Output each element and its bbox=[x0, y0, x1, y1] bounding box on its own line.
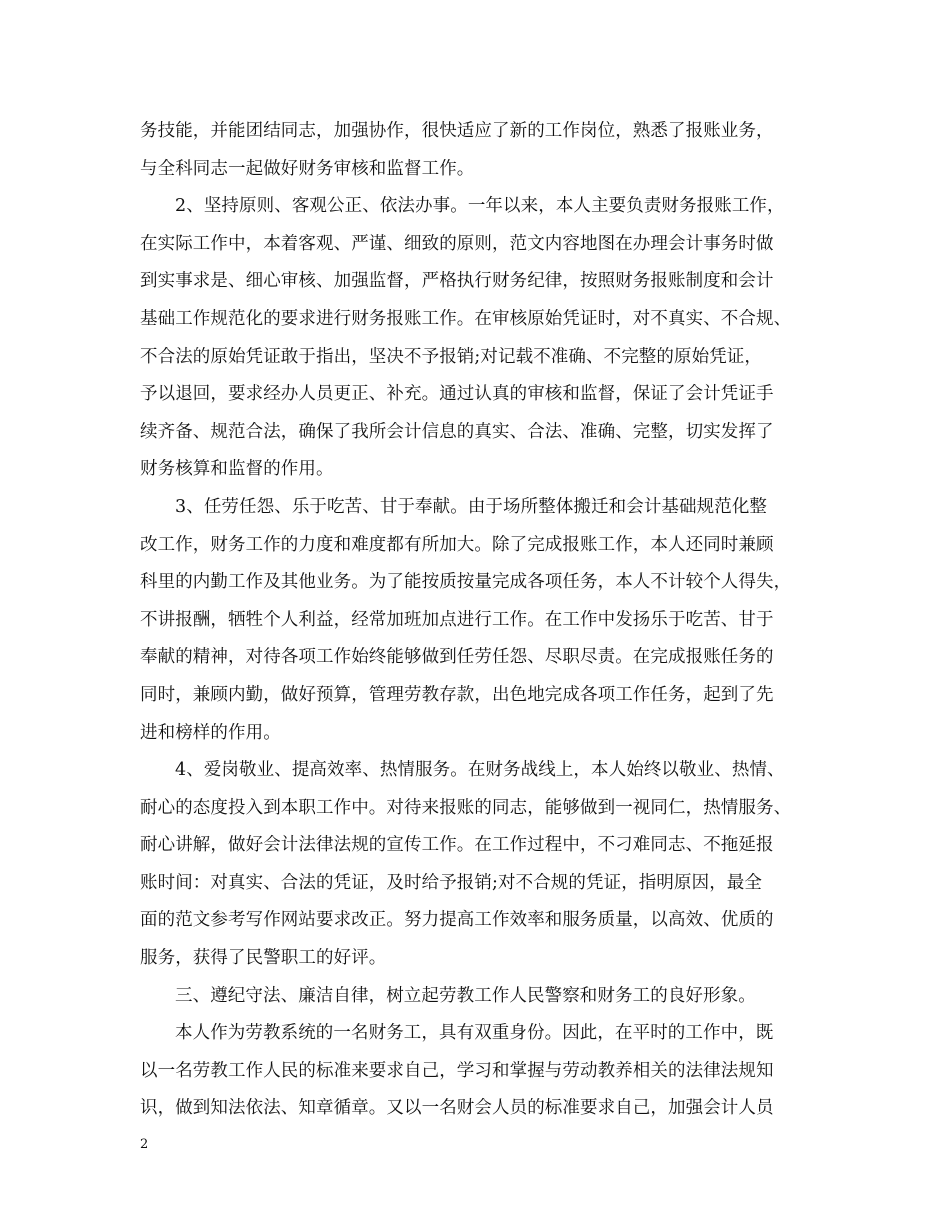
text-line: 以一名劳教工作人民的标准来要求自己，学习和掌握与劳动教养相关的法律法规知 bbox=[140, 1060, 774, 1081]
text-line: 2、坚持原则、客观公正、依法办事。一年以来，本人主要负责财务报账工作， bbox=[175, 196, 785, 217]
text-line: 3、任劳任怨、乐于吃苦、甘于奉献。由于场所整体搬迁和会计基础规范化整 bbox=[175, 496, 768, 517]
text-line: 务技能，并能团结同志，加强协作，很快适应了新的工作岗位，熟悉了报账业务， bbox=[140, 121, 774, 141]
text-line: 在实际工作中，本着客观、严谨、细致的原则，范文内容地图在办理会计事务时做 bbox=[140, 233, 774, 254]
body-text bbox=[140, 113, 830, 1128]
text-line: 奉献的精神，对待各项工作始终能够做到任劳任怨、尽职尽责。在完成报账任务的 bbox=[140, 647, 774, 668]
text-line: 科里的内勤工作及其他业务。为了能按质按量完成各项任务，本人不计较个人得失， bbox=[140, 572, 792, 593]
text-line: 面的范文参考写作网站要求改正。努力提高工作效率和服务质量，以高效、优质的 bbox=[140, 910, 774, 931]
text-line: 不讲报酬，牺牲个人利益，经常加班加点进行工作。在工作中发扬乐于吃苦、甘于 bbox=[140, 609, 774, 630]
text-line: 续齐备、规范合法，确保了我所会计信息的真实、合法、准确、完整，切实发挥了 bbox=[140, 421, 774, 442]
page-number: 2 bbox=[140, 1137, 149, 1152]
text-line: 不合法的原始凭证敢于指出，坚决不予报销;对记载不准确、不完整的原始凭证， bbox=[140, 346, 762, 367]
text-line: 本人作为劳教系统的一名财务工，具有双重身份。因此，在平时的工作中，既 bbox=[175, 1023, 774, 1044]
text-line: 耐心的态度投入到本职工作中。对待来报账的同志，能够做到一视同仁，热情服务、 bbox=[140, 797, 792, 818]
text-line: 到实事求是、细心审核、加强监督，严格执行财务纪律，按照财务报账制度和会计 bbox=[140, 271, 774, 292]
section-heading: 三、遵纪守法、廉洁自律，树立起劳教工作人民警察和财务工的良好形象。 bbox=[175, 985, 756, 1006]
text-line: 改工作，财务工作的力度和难度都有所加大。除了完成报账工作，本人还同时兼顾 bbox=[140, 534, 774, 555]
text-line: 4、爱岗敬业、提高效率、热情服务。在财务战线上，本人始终以敬业、热情、 bbox=[175, 760, 785, 781]
text-line: 耐心讲解，做好会计法律法规的宣传工作。在工作过程中，不刁难同志、不拖延报 bbox=[140, 835, 774, 856]
text-line: 识，做到知法依法、知章循章。又以一名财会人员的标准要求自己，加强会计人员 bbox=[140, 1098, 774, 1119]
text-line: 服务，获得了民警职工的好评。 bbox=[140, 948, 387, 969]
text-line: 基础工作规范化的要求进行财务报账工作。在审核原始凭证时，对不真实、不合规、 bbox=[140, 308, 792, 329]
text-line: 与全科同志一起做好财务审核和监督工作。 bbox=[140, 158, 475, 179]
text-line: 同时，兼顾内勤，做好预算，管理劳教存款，出色地完成各项工作任务，起到了先 bbox=[140, 684, 774, 705]
text-line: 财务核算和监督的作用。 bbox=[140, 459, 334, 480]
text-line: 予以退回，要求经办人员更正、补充。通过认真的审核和监督，保证了会计凭证手 bbox=[140, 384, 774, 405]
text-line: 账时间：对真实、合法的凭证，及时给予报销;对不合规的凭证，指明原因，最全 bbox=[140, 872, 762, 893]
text-line: 进和榜样的作用。 bbox=[140, 722, 281, 743]
